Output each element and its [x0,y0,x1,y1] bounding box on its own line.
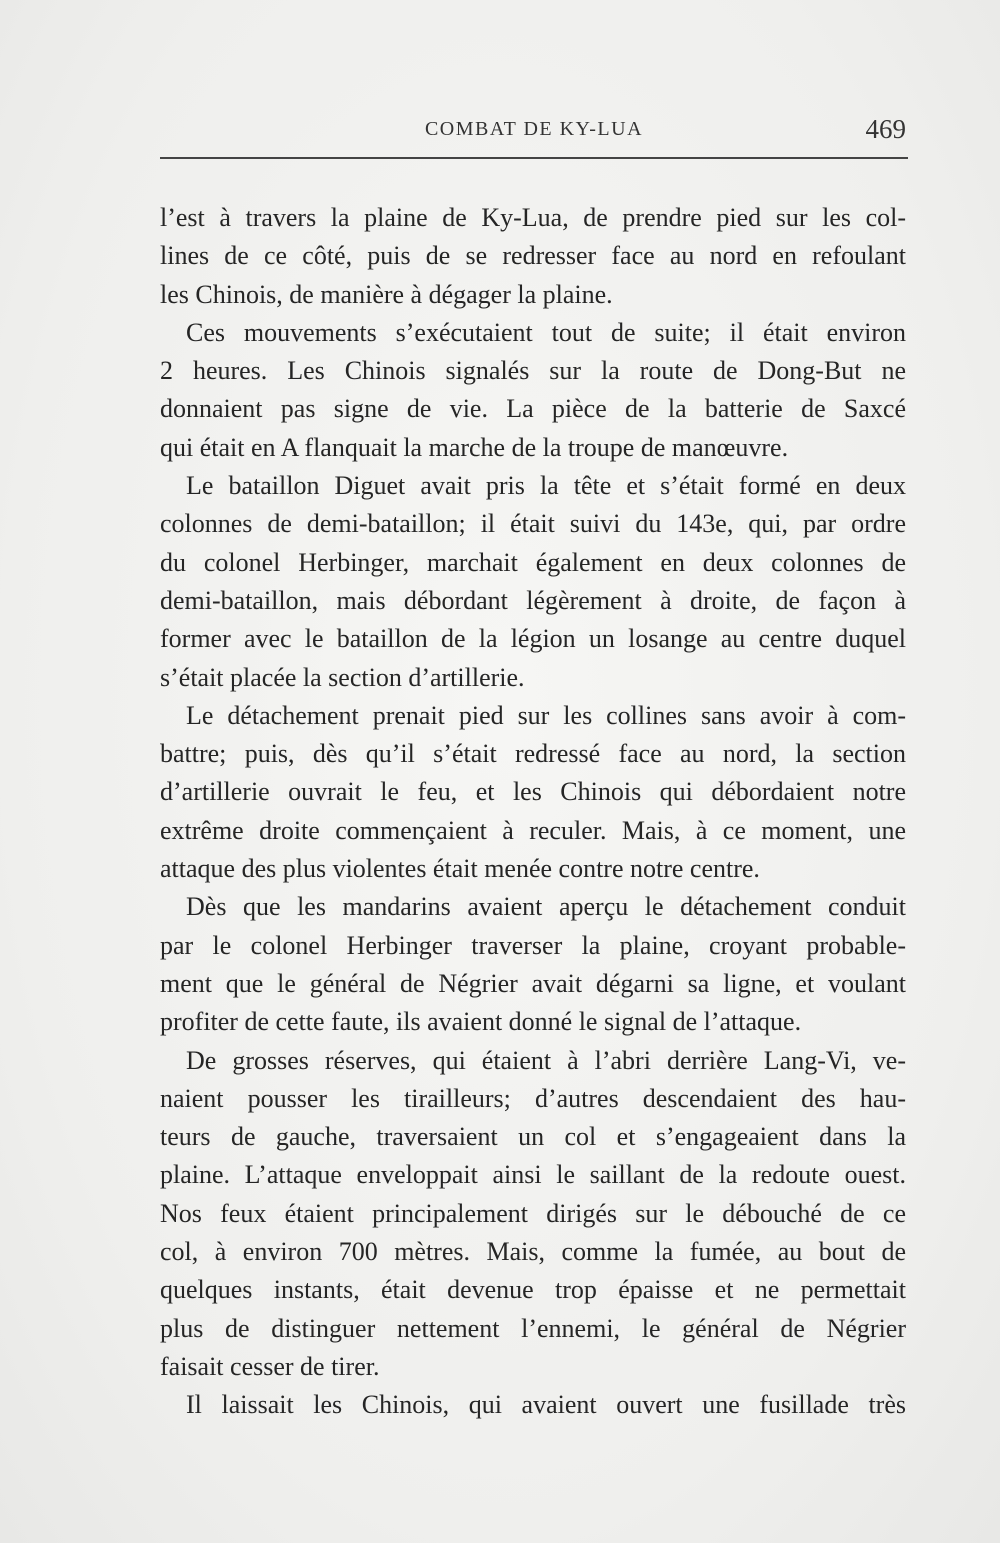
text-line: De grosses réserves, qui étaient à l’abri derrière Lang-Vi, ve- [186,1045,906,1075]
text-line: d’artillerie ouvrait le feu, et les Chinois qui débordaient notre [160,777,906,807]
text-line: par le colonel Herbinger traverser la plaine, croyant probable- [160,930,906,960]
text-line: plaine. L’attaque enveloppait ainsi le saillant de la redoute ouest. [160,1160,906,1190]
text-line: s’était placée la section d’artillerie. [160,662,525,692]
header-rule [160,157,908,159]
text-line: attaque des plus violentes était menée contre notre centre. [160,854,760,884]
text-line: ment que le général de Négrier avait dégarni sa ligne, et voulant [160,968,906,998]
body-text [160,199,906,1425]
running-header [160,114,908,148]
text-line: former avec le bataillon de la légion un losange au centre duquel [160,624,906,654]
text-line: du colonel Herbinger, marchait également en deux colonnes de [160,547,906,577]
text-line: demi-bataillon, mais débordant légèrement à droite, de façon à [160,585,906,615]
text-line: les Chinois, de manière à dégager la plaine. [160,279,613,309]
text-line: l’est à travers la plaine de Ky-Lua, de prendre pied sur les col- [160,203,906,232]
text-line: qui était en A flanquait la marche de la troupe de manœuvre. [160,432,789,462]
text-line: teurs de gauche, traversaient un col et s’engageaient dans la [160,1122,906,1152]
text-line: donnaient pas signe de vie. La pièce de la batterie de Saxcé [160,394,906,424]
text-line: Dès que les mandarins avaient aperçu le détachement conduit [186,892,906,922]
text-line: Ces mouvements s’exécutaient tout de suite; il était environ [186,317,906,347]
text-line: Le bataillon Diguet avait pris la tête et s’était formé en deux [186,471,906,501]
text-line: naient pousser les tirailleurs; d’autres descendaient des hau- [160,1083,906,1113]
text-line: lines de ce côté, puis de se redresser face au nord en refoulant [160,241,906,271]
text-line: extrême droite commençaient à reculer. Mais, à ce moment, une [160,815,906,845]
text-line: battre; puis, dès qu’il s’était redressé face au nord, la section [160,739,906,769]
text-line: Nos feux étaient principalement dirigés sur le débouché de ce [160,1198,906,1228]
text-line: col, à environ 700 mètres. Mais, comme la fumée, au bout de [160,1237,906,1267]
text-line: 2 heures. Les Chinois signalés sur la route de Dong-But ne [160,356,906,386]
text-line: Il laissait les Chinois, qui avaient ouvert une fusillade très [186,1390,906,1420]
page-number: 469 [865,114,906,144]
running-title: COMBAT DE KY-LUA [424,118,644,140]
text-line: faisait cesser de tirer. [160,1351,380,1381]
text-line: profiter de cette faute, ils avaient donné le signal de l’attaque. [160,1007,802,1037]
text-line: colonnes de demi-bataillon; il était suivi du 143e, qui, par ordre [160,509,906,539]
text-line: quelques instants, était devenue trop épaisse et ne permettait [160,1275,906,1305]
text-line: Le détachement prenait pied sur les collines sans avoir à com- [186,700,906,730]
text-line: plus de distinguer nettement l’ennemi, le général de Négrier [160,1313,906,1343]
